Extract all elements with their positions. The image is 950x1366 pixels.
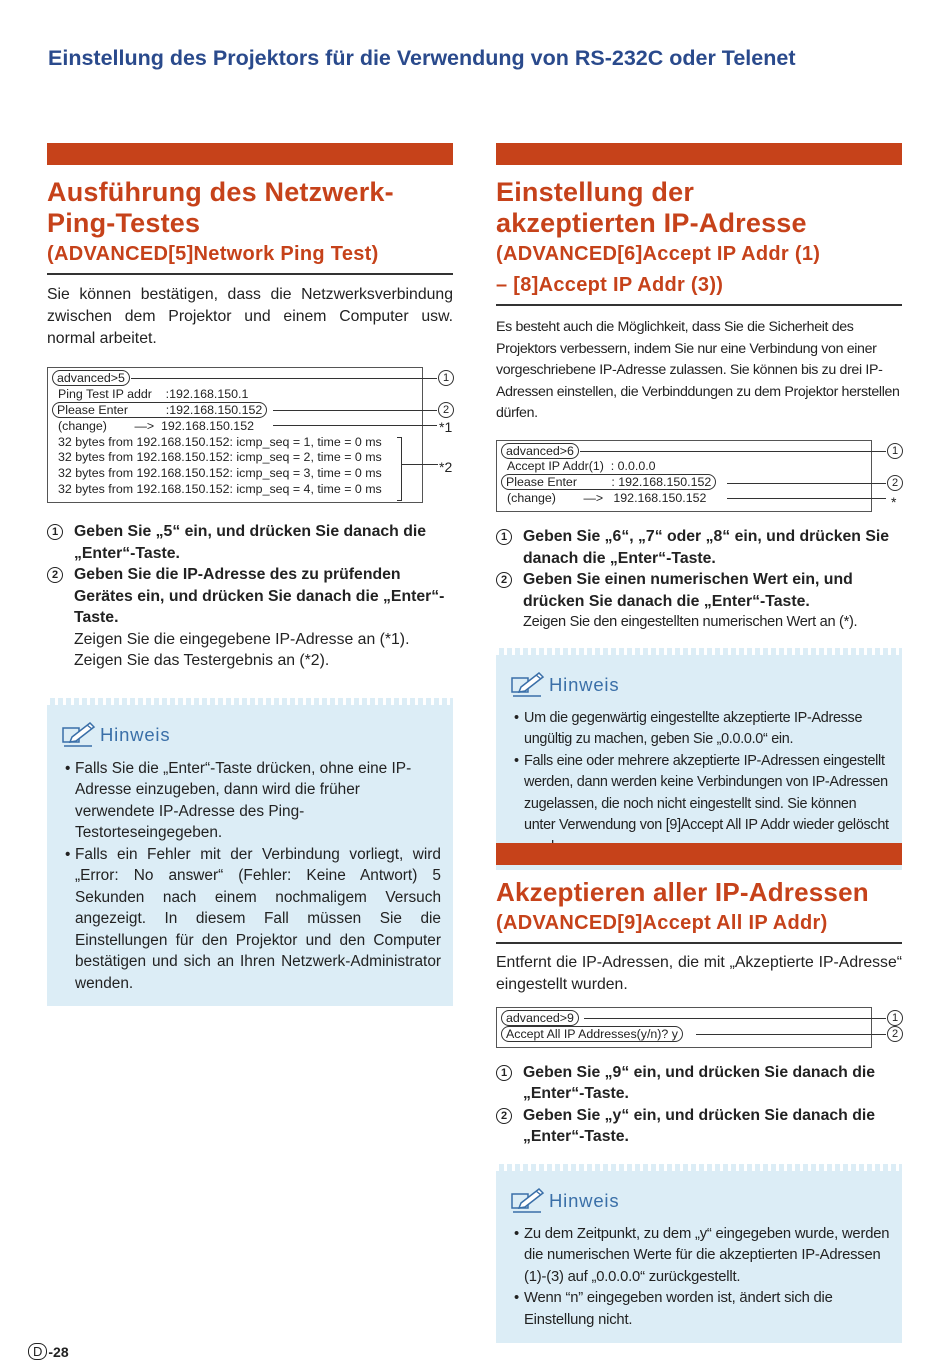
section-accept-all xyxy=(496,843,902,1343)
step-number: 2 xyxy=(496,1108,512,1124)
page-prefix-badge: D xyxy=(28,1343,47,1360)
note-item: • Zu dem Zeitpunkt, zu dem „y“ eingegeben wurde, werden die numerischen Werte für die akzeptierten IP-Adressen (1)-(3) auf „0.0.0.0“ zurückgestellt. xyxy=(524,1224,890,1289)
pencil-icon xyxy=(61,720,97,750)
callout-leader xyxy=(402,464,438,465)
section-bar xyxy=(496,143,902,165)
callout-leader xyxy=(584,1018,886,1019)
callout-number: 2 xyxy=(887,475,903,491)
section-title: Akzeptieren aller IP-Adressen xyxy=(496,877,869,907)
step-instruction: Geben Sie „y“ ein, und drücken Sie danach die „Enter“-Taste. xyxy=(523,1106,876,1146)
terminal-text: 32 bytes from 192.168.150.152: icmp_seq = 1, time = 0 ms xyxy=(58,434,382,449)
step-item xyxy=(496,526,902,569)
step-detail: Zeigen Sie das Testergebnis an (*2). xyxy=(74,652,330,670)
note-header xyxy=(510,670,890,700)
section-accept-ip xyxy=(496,143,902,870)
terminal-box xyxy=(47,367,423,503)
step-item xyxy=(47,521,453,564)
step-instruction: Geben Sie „5“ ein, und drücken Sie danach die „Enter“-Taste. xyxy=(74,523,427,562)
step-body xyxy=(523,569,902,634)
note-list xyxy=(75,758,441,995)
step-instruction: Geben Sie „6“, „7“ oder „8“ ein, und drücken Sie danach die „Enter“-Taste. xyxy=(523,528,890,567)
step-body xyxy=(74,521,453,564)
terminal-line xyxy=(48,482,422,498)
step-number: 1 xyxy=(47,524,63,540)
subtitle-line: – [8]Accept IP Addr (3)) xyxy=(496,274,724,296)
note-item: • Falls Sie die „Enter“-Taste drücken, ohne eine IP-Adresse einzugeben, dann wird die früher verwendete IP-Adresse des Ping-Testorteseingegeben. xyxy=(75,758,441,844)
title-line: akzeptierten IP-Adresse xyxy=(496,208,807,238)
terminal-line xyxy=(48,450,422,466)
title-line: Einstellung der xyxy=(496,177,695,207)
terminal-text: Please Enter :192.168.150.152 xyxy=(52,402,267,418)
intro-paragraph: Es besteht auch die Möglichkeit, dass Sie die Sicherheit des Projektors verbessern, indem Sie nur eine Verbindung von einer vorgeschriebene IP-Adresse zulassen. Sie können bis zu drei IP-Adressen einstellen, die Verbinddungen zu dem Projektor herstellen dürfen. xyxy=(496,319,900,421)
note-list xyxy=(524,708,890,859)
terminal-line xyxy=(497,459,871,475)
step-body xyxy=(523,1105,902,1148)
note-label: Hinweis xyxy=(549,673,620,695)
step-detail: Zeigen Sie die eingegebene IP-Adresse an (*1). xyxy=(74,630,410,648)
section-bar xyxy=(496,843,902,865)
callout-star: *1 xyxy=(439,419,453,435)
step-item xyxy=(47,564,453,672)
note-item: • Wenn “n” eingegeben worden ist, ändert sich die Einstellung nicht. xyxy=(524,1288,890,1331)
callout-leader xyxy=(273,425,437,426)
terminal-text: 32 bytes from 192.168.150.152: icmp_seq = 2, time = 0 ms xyxy=(58,450,382,465)
terminal-text: Ping Test IP addr :192.168.150.1 xyxy=(58,386,249,401)
title-line: Ausführung des Netzwerk- xyxy=(47,177,394,207)
section-bar xyxy=(47,143,453,165)
terminal-text: advanced>5 xyxy=(52,370,130,386)
intro-text xyxy=(496,952,902,996)
callout-number: 1 xyxy=(887,1010,903,1026)
terminal-text: advanced>9 xyxy=(501,1010,579,1026)
terminal-line xyxy=(48,435,422,451)
note-header xyxy=(61,720,441,750)
terminal-text: Accept All IP Addresses(y/n)? y xyxy=(501,1026,683,1042)
callout-number: 2 xyxy=(887,1026,903,1042)
callout-number: 1 xyxy=(887,443,903,459)
section-subtitle: (ADVANCED[5]Network Ping Test) xyxy=(47,243,379,265)
terminal-text: Accept IP Addr(1) : 0.0.0.0 xyxy=(507,459,656,474)
step-list xyxy=(47,521,453,672)
callout-leader xyxy=(131,378,437,379)
step-instruction: Geben Sie „9“ ein, und drücken Sie danach die „Enter“-Taste. xyxy=(523,1063,876,1103)
intro-paragraph: Entfernt die IP-Adressen, die mit „Akzeptierte IP-Adresse“ eingestellt wurden. xyxy=(496,954,902,993)
section-title xyxy=(47,177,453,239)
terminal-example xyxy=(47,367,453,503)
callout-number: 1 xyxy=(438,370,454,386)
terminal-example xyxy=(496,440,902,513)
callout-star: *2 xyxy=(439,459,453,475)
terminal-text: (change) —> 192.168.150.152 xyxy=(507,491,707,506)
step-number: 1 xyxy=(496,529,512,545)
section-ping-test xyxy=(47,143,453,1006)
intro-text xyxy=(47,284,453,350)
terminal-line xyxy=(48,387,422,403)
note-item: • Falls ein Fehler mit der Verbindung vorliegt, wird „Error: No answer“ (Fehler: Keine Antwort) 5 Sekunden nach einem nochmaligem Versuch angezeigt. In diesem Fall müssen Sie die Einstellungen für den Projektor und den Computer bestätigen und sich an Ihren Netzwerk-Administrator wenden. xyxy=(75,844,441,995)
section-rule xyxy=(496,304,902,306)
terminal-example xyxy=(496,1007,902,1048)
result-bracket xyxy=(397,437,402,501)
note-item: • Falls eine oder mehrere akzeptierte IP-Adressen eingestellt werden, dann werden keine Verbindungen von IP-Adressen zugelassen, die noch nicht eingestellt sind. Sie können unter Verwendung von [9]Accept All IP Addr wieder gelöscht xyxy=(524,751,890,859)
pencil-icon xyxy=(510,1186,546,1216)
note-list xyxy=(524,1224,890,1332)
page-number xyxy=(28,1343,69,1360)
note-box xyxy=(496,1164,902,1344)
callout-leader xyxy=(727,483,886,484)
step-body xyxy=(523,526,902,569)
callout-leader xyxy=(696,1034,886,1035)
terminal-line xyxy=(48,419,422,435)
subtitle-line: (ADVANCED[6]Accept IP Addr (1) xyxy=(496,243,821,265)
terminal-text: advanced>6 xyxy=(501,443,579,459)
step-detail: Zeigen Sie den eingestellten numerischen Wert an (*). xyxy=(523,614,858,631)
step-item xyxy=(496,1105,902,1148)
page-title: Einstellung des Projektors für die Verwendung von RS-232C oder Telenet xyxy=(48,46,796,70)
step-body xyxy=(74,564,453,672)
callout-leader xyxy=(273,410,437,411)
step-instruction: Geben Sie einen numerischen Wert ein, und drücken Sie danach die „Enter“-Taste. xyxy=(523,571,853,610)
section-subtitle: (ADVANCED[9]Accept All IP Addr) xyxy=(496,912,828,934)
terminal-text: (change) —> 192.168.150.152 xyxy=(58,418,254,433)
note-box xyxy=(47,698,453,1007)
step-item xyxy=(496,1062,902,1105)
step-body xyxy=(523,1062,902,1105)
step-number: 1 xyxy=(496,1065,512,1081)
terminal-text: 32 bytes from 192.168.150.152: icmp_seq = 3, time = 0 ms xyxy=(58,466,382,481)
section-subtitle xyxy=(496,239,902,301)
step-item xyxy=(496,569,902,634)
terminal-box xyxy=(496,1007,872,1048)
callout-star: * xyxy=(891,493,897,510)
step-instruction: Geben Sie die IP-Adresse des zu prüfenden Gerätes ein, und drücken Sie danach die „Enter“-Taste. xyxy=(74,566,445,627)
step-list xyxy=(496,1062,902,1148)
pencil-icon xyxy=(510,670,546,700)
step-number: 2 xyxy=(47,567,63,583)
note-label: Hinweis xyxy=(100,723,171,745)
page-number-text: -28 xyxy=(48,1343,69,1360)
note-item: • Um die gegenwärtig eingestellte akzeptierte IP-Adresse ungültig zu machen, geben Sie „0.0.0.0“ ein. xyxy=(524,708,890,751)
terminal-text: 32 bytes from 192.168.150.152: icmp_seq = 4, time = 0 ms xyxy=(58,482,382,497)
title-line: Ping-Testes xyxy=(47,208,201,238)
terminal-line xyxy=(497,491,871,507)
step-number: 2 xyxy=(496,572,512,588)
note-header xyxy=(510,1186,890,1216)
step-list xyxy=(496,526,902,634)
callout-leader xyxy=(727,498,886,499)
note-label: Hinweis xyxy=(549,1189,620,1211)
section-rule xyxy=(496,942,902,944)
intro-text xyxy=(496,317,902,425)
terminal-text: Please Enter : 192.168.150.152 xyxy=(501,474,716,490)
note-box xyxy=(496,648,902,871)
intro-paragraph: Sie können bestätigen, dass die Netzwerksverbindung zwischen dem Projektor und einem Computer usw. normal arbeitet. xyxy=(47,286,453,347)
callout-leader xyxy=(580,451,886,452)
section-title xyxy=(496,177,902,239)
terminal-line xyxy=(48,466,422,482)
callout-number: 2 xyxy=(438,402,454,418)
section-rule xyxy=(47,273,453,275)
